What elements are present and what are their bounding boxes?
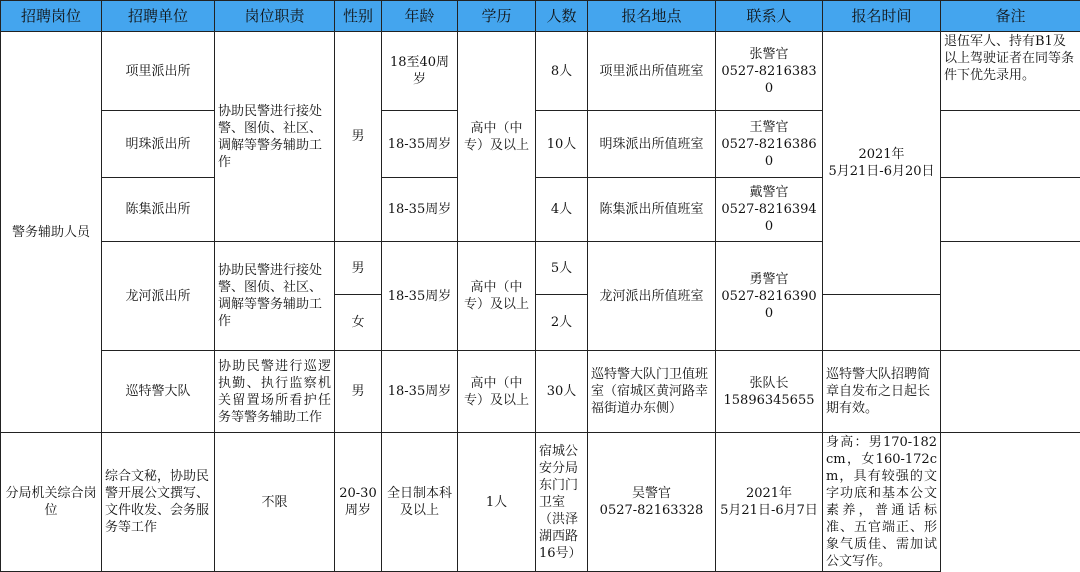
col-header-gender: 性别 <box>335 1 382 32</box>
contact-name: 勇警官 <box>719 271 819 288</box>
contact-cell <box>716 178 823 242</box>
header-row <box>1 1 1080 32</box>
col-header-age: 年龄 <box>382 1 458 32</box>
position-cell: 分局机关综合岗位 <box>1 433 102 572</box>
age-cell: 18至40周岁 <box>382 32 458 111</box>
time-year: 2021年 <box>826 146 937 163</box>
duty-cell: 协助民警进行巡逻执勤、执行监察机关留置场所看护任务等警务辅助工作 <box>215 351 335 433</box>
unit-cell: 陈集派出所 <box>102 178 215 242</box>
count-cell: 8人 <box>536 32 588 111</box>
note-cell <box>941 242 1080 351</box>
contact-cell <box>716 351 823 433</box>
duty-cell: 协助民警进行接处警、图侦、社区、调解等警务辅助工作 <box>215 32 335 242</box>
time-range: 5月21日-6月7日 <box>719 502 819 519</box>
time-cell <box>823 295 941 351</box>
note-cell <box>941 111 1080 178</box>
age-cell: 18-35周岁 <box>382 178 458 242</box>
count-cell: 5人 <box>536 242 588 295</box>
age-cell: 18-35周岁 <box>382 351 458 433</box>
contact-phone: 15896345655 <box>719 392 819 409</box>
position-cell: 警务辅助人员 <box>1 32 102 433</box>
age-cell: 20-30周岁 <box>335 433 382 572</box>
contact-cell <box>716 32 823 111</box>
note-cell <box>941 351 1080 433</box>
unit-cell: 项里派出所 <box>102 32 215 111</box>
contact-name: 张警官 <box>719 46 819 63</box>
place-cell: 宿城公安分局东门门卫室（洪泽湖西路16号） <box>536 433 588 572</box>
time-cell <box>716 433 823 572</box>
place-cell: 陈集派出所值班室 <box>588 178 716 242</box>
unit-cell: 龙河派出所 <box>102 242 215 351</box>
count-cell: 2人 <box>536 295 588 351</box>
table-row <box>1 32 1080 111</box>
age-cell: 18-35周岁 <box>382 111 458 178</box>
contact-name: 王警官 <box>719 119 819 136</box>
education-cell: 高中（中专）及以上 <box>458 242 536 351</box>
note-cell <box>941 178 1080 242</box>
contact-phone: 0527-82163328 <box>591 502 712 519</box>
col-header-unit: 招聘单位 <box>102 1 215 32</box>
place-cell: 龙河派出所值班室 <box>588 242 716 351</box>
contact-cell <box>588 433 716 572</box>
gender-cell: 女 <box>335 295 382 351</box>
col-header-education: 学历 <box>458 1 536 32</box>
note-cell: 身高：男170-182cm，女160-172cm，具有较强的文字功底和基本公文素养，普通话标准、五官端正、形象气质佳、需加试公文写作。 <box>823 433 941 572</box>
col-header-position: 招聘岗位 <box>1 1 102 32</box>
gender-cell: 不限 <box>215 433 335 572</box>
duty-cell: 综合文秘，协助民警开展公文撰写、文件收发、会务服务等工作 <box>102 433 215 572</box>
age-cell: 18-35周岁 <box>382 242 458 351</box>
time-range: 5月21日-6月20日 <box>826 163 937 180</box>
col-header-count: 人数 <box>536 1 588 32</box>
gender-cell: 男 <box>335 242 382 295</box>
education-cell: 高中（中专）及以上 <box>458 351 536 433</box>
place-cell: 巡特警大队门卫值班室（宿城区黄河路幸福街道办东侧） <box>588 351 716 433</box>
place-cell: 明珠派出所值班室 <box>588 111 716 178</box>
count-cell: 4人 <box>536 178 588 242</box>
gender-cell: 男 <box>335 351 382 433</box>
duty-cell: 协助民警进行接处警、图侦、社区、调解等警务辅助工作 <box>215 242 335 351</box>
contact-name: 吴警官 <box>591 485 712 502</box>
table-row <box>1 433 1080 572</box>
contact-phone: 0527-82163900 <box>719 288 819 322</box>
col-header-place: 报名地点 <box>588 1 716 32</box>
place-cell: 项里派出所值班室 <box>588 32 716 111</box>
contact-phone: 0527-82163860 <box>719 136 819 170</box>
unit-cell: 巡特警大队 <box>102 351 215 433</box>
contact-cell <box>716 242 823 351</box>
note-cell: 退伍军人、持有B1及以上驾驶证者在同等条件下优先录用。 <box>941 32 1080 111</box>
table-row <box>1 351 1080 433</box>
contact-name: 戴警官 <box>719 184 819 201</box>
col-header-contact: 联系人 <box>716 1 823 32</box>
contact-phone: 0527-82163940 <box>719 201 819 235</box>
col-header-time: 报名时间 <box>823 1 941 32</box>
count-cell: 1人 <box>458 433 536 572</box>
contact-cell <box>716 111 823 178</box>
time-year: 2021年 <box>719 485 819 502</box>
col-header-duty: 岗位职责 <box>215 1 335 32</box>
contact-phone: 0527-82163830 <box>719 63 819 97</box>
unit-cell: 明珠派出所 <box>102 111 215 178</box>
time-cell <box>823 32 941 295</box>
count-cell: 10人 <box>536 111 588 178</box>
col-header-note: 备注 <box>941 1 1080 32</box>
education-cell: 高中（中专）及以上 <box>458 32 536 242</box>
count-cell: 30人 <box>536 351 588 433</box>
gender-cell: 男 <box>335 32 382 242</box>
time-cell: 巡特警大队招聘简章自发布之日起长期有效。 <box>823 351 941 433</box>
contact-name: 张队长 <box>719 375 819 392</box>
education-cell: 全日制本科及以上 <box>382 433 458 572</box>
